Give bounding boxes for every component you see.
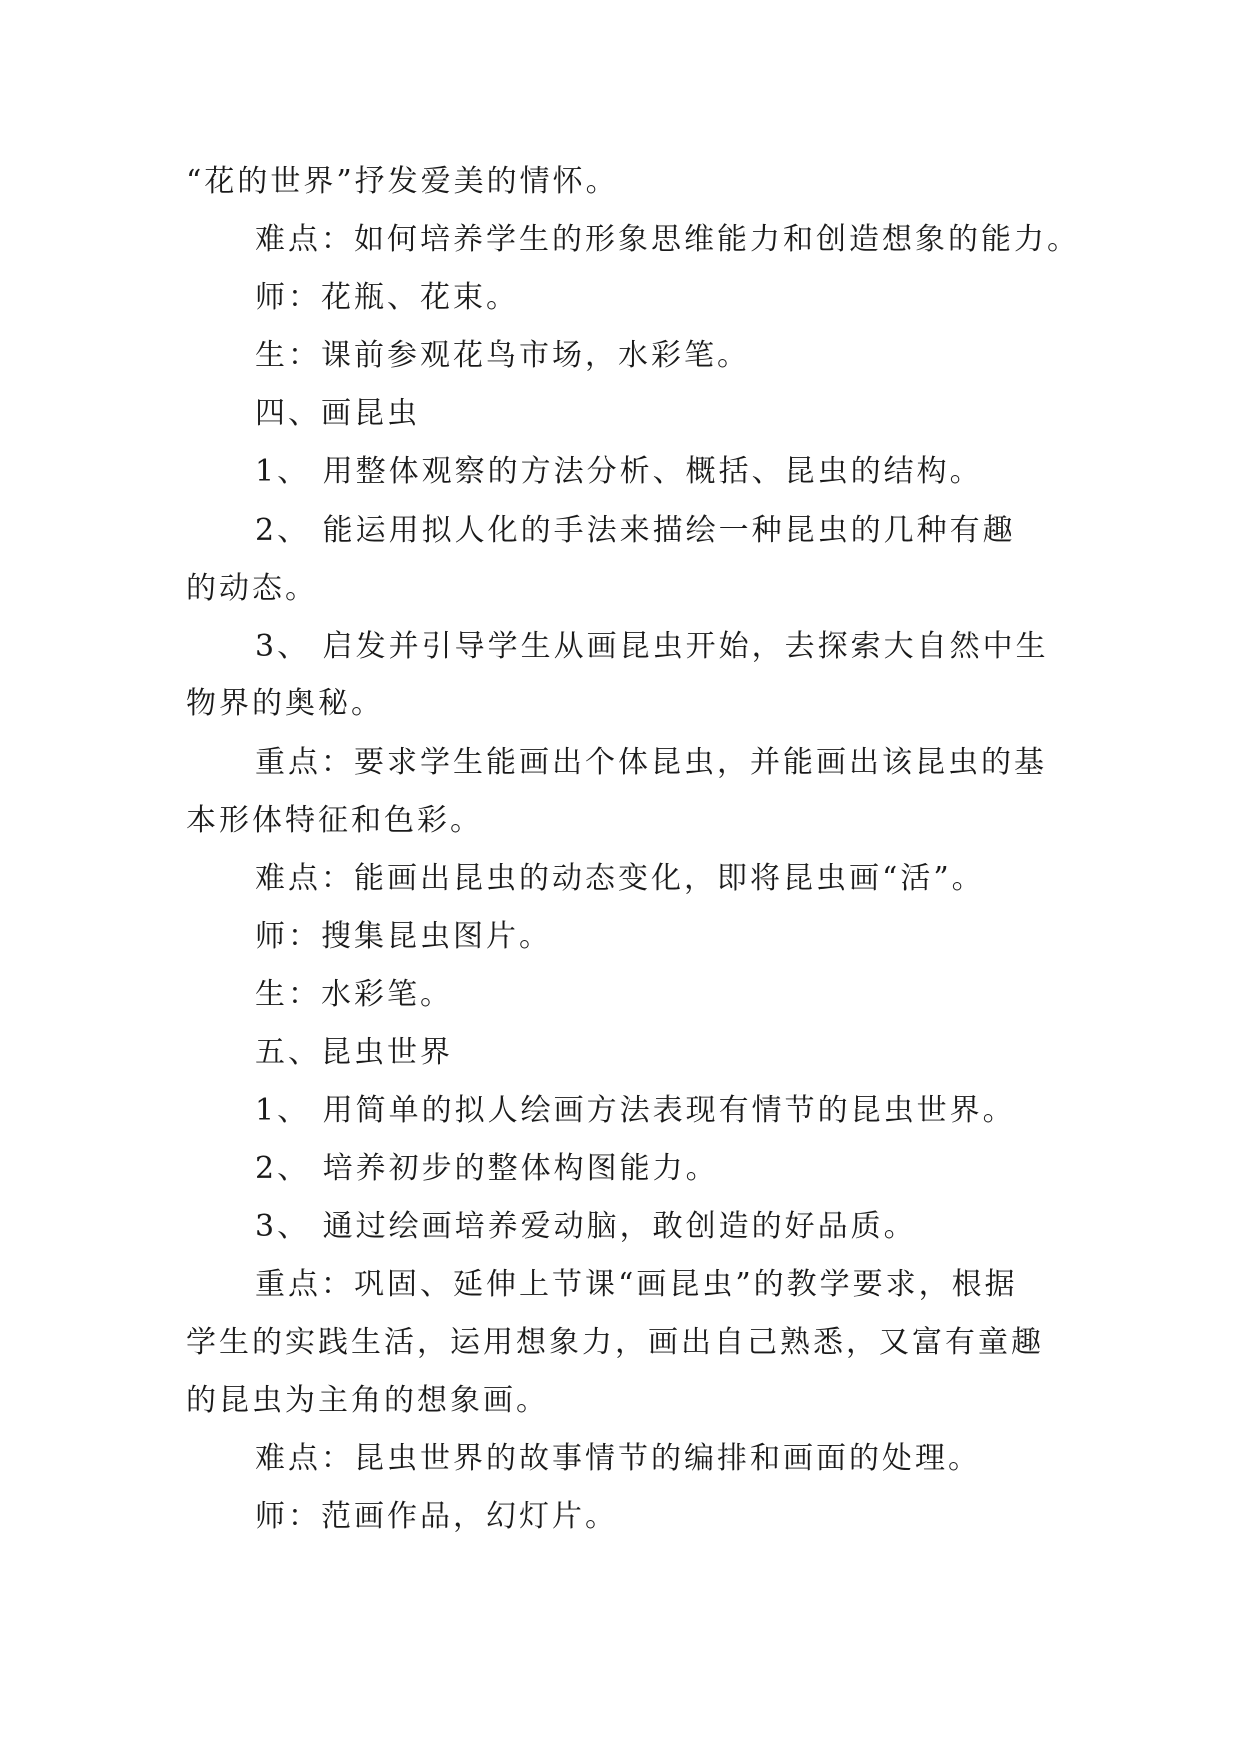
section-heading: 四、画昆虫 bbox=[255, 396, 420, 431]
text-line: 本形体特征和色彩。 bbox=[186, 803, 483, 838]
text-line: 的昆虫为主角的想象画。 bbox=[186, 1383, 549, 1418]
text-line: “花的世界”抒发爱美的情怀。 bbox=[186, 164, 619, 199]
list-item: 1、 用简单的拟人绘画方法表现有情节的昆虫世界。 bbox=[255, 1093, 1016, 1128]
list-item: 3、 通过绘画培养爱动脑，敢创造的好品质。 bbox=[255, 1209, 917, 1244]
text-line: 师：搜集昆虫图片。 bbox=[255, 919, 552, 954]
text-line: 物界的奥秘。 bbox=[186, 686, 384, 721]
text-line: 重点：巩固、延伸上节课“画昆虫”的教学要求，根据 bbox=[255, 1267, 1018, 1302]
text-line: 生：水彩笔。 bbox=[255, 977, 453, 1012]
section-heading: 五、昆虫世界 bbox=[255, 1035, 453, 1070]
text-line: 学生的实践生活，运用想象力，画出自己熟悉，又富有童趣 bbox=[186, 1325, 1044, 1360]
text-line: 师：范画作品，幻灯片。 bbox=[255, 1499, 618, 1534]
list-item: 3、 启发并引导学生从画昆虫开始，去探索大自然中生 bbox=[255, 629, 1049, 664]
text-line: 重点：要求学生能画出个体昆虫，并能画出该昆虫的基 bbox=[255, 745, 1047, 780]
list-item: 2、 能运用拟人化的手法来描绘一种昆虫的几种有趣 bbox=[255, 513, 1016, 548]
list-item: 2、 培养初步的整体构图能力。 bbox=[255, 1151, 719, 1186]
text-line: 的动态。 bbox=[186, 571, 318, 606]
text-line: 师：花瓶、花束。 bbox=[255, 280, 519, 315]
text-line: 难点：昆虫世界的故事情节的编排和画面的处理。 bbox=[255, 1441, 981, 1476]
text-line: 难点：能画出昆虫的动态变化，即将昆虫画“活”。 bbox=[255, 861, 985, 896]
text-line: 生：课前参观花鸟市场，水彩笔。 bbox=[255, 338, 750, 373]
list-item: 1、 用整体观察的方法分析、概括、昆虫的结构。 bbox=[255, 454, 983, 489]
text-line: 难点：如何培养学生的形象思维能力和创造想象的能力。 bbox=[255, 222, 1080, 257]
